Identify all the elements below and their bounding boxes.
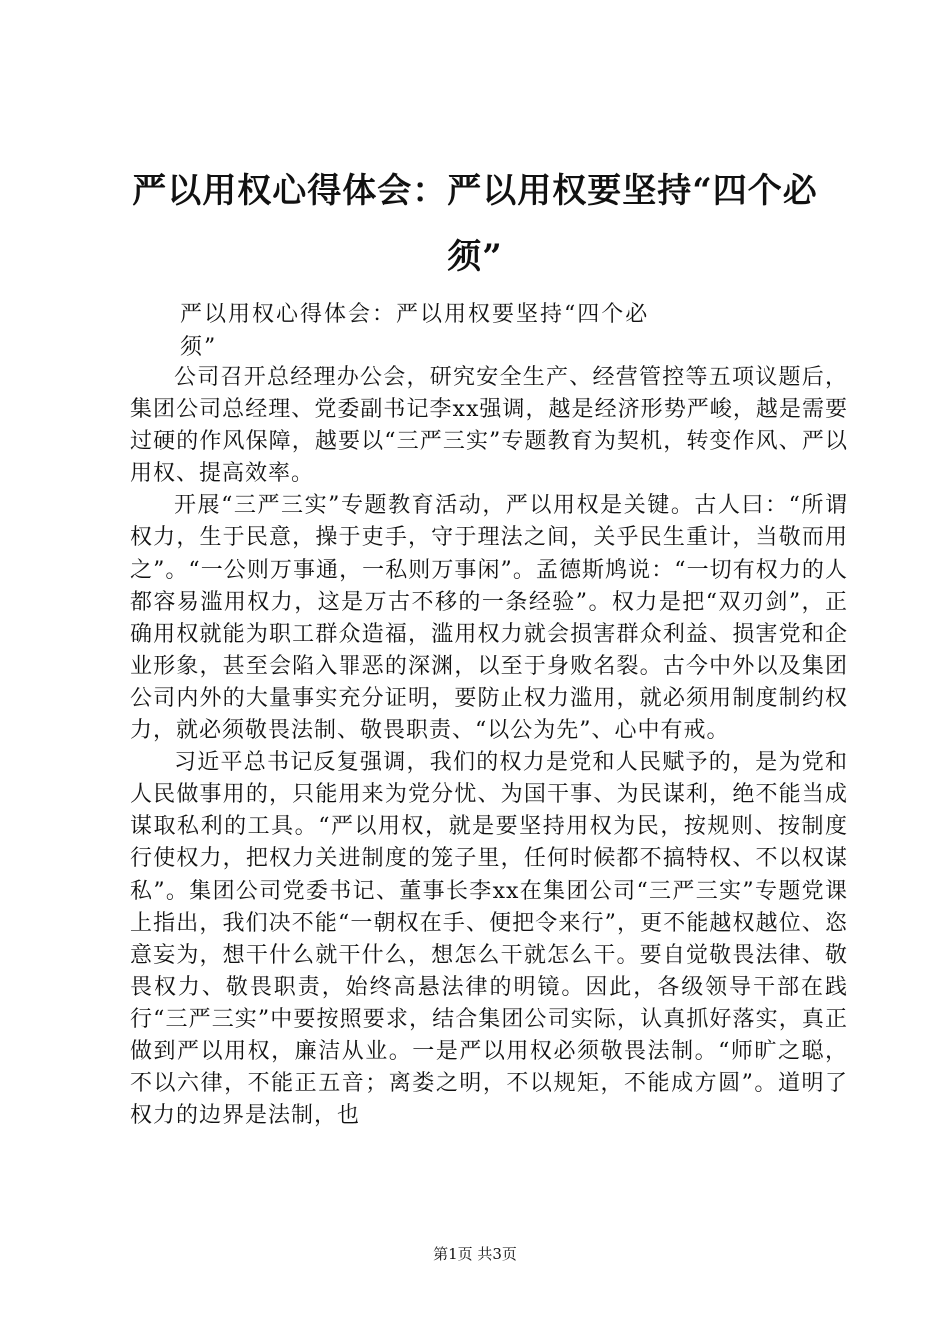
body-paragraph-3: 习近平总书记反复强调，我们的权力是党和人民赋予的，是为党和人民做事用的，只能用来为党分忧、为国干事、为民谋利，绝不能当成谋取私利的工具。“严以用权，就是要坚持用权为民，按规则、按制度行使权力，把权力关进制度的笼子里，任何时候都不搞特权、不以权谋私”。集团公司党委书记、董事长李xx在集团公司“三严三实”专题党课上指出，我们决不能“一朝权在手、便把令来行”，更不能越权越位、恣意妄为，想干什么就干什么，想怎么干就怎么干。要自觉敬畏法律、敬畏权力、敬畏职责，始终高悬法律的明镜。因此，各级领导干部在践行“三严三实”中要按照要求，结合集团公司实际，认真抓好落实，真正做到严以用权，廉洁从业。一是严以用权必须敬畏法制。“师旷之聪，不以六律，不能正五音；离娄之明，不以规矩，不能成方圆”。道明了权力的边界是法制，也 [130, 750, 848, 1129]
body-paragraph-2: 开展“三严三实”专题教育活动，严以用权是关键。古人曰：“所谓权力，生于民意，操于吏手，守于理法之间，关乎民生重计，当敬而用之”。“一公则万事通，一私则万事闲”。孟德斯鸠说：“一切有权力的人都容易滥用权力，这是万古不移的一条经验”。权力是把“双刃剑”，正确用权就能为职工群众造福，滥用权力就会损害群众利益、损害党和企业形象，甚至会陷入罪恶的深渊，以至于身败名裂。古今中外以及集团公司内外的大量事实充分证明，要防止权力滥用，就必须用制度制约权力，就必须敬畏法制、敬畏职责、“以公为先”、心中有戒。 [130, 493, 848, 744]
page-number: 第1页 共3页 [433, 1245, 517, 1263]
document-body [130, 362, 848, 1132]
document-title: 严以用权心得体会：严以用权要坚持“四个必须” [132, 171, 818, 277]
document-subtitle: 严以用权心得体会：严以用权要坚持“四个必须” [180, 302, 650, 360]
page-footer [0, 1244, 950, 1264]
body-paragraph-1: 公司召开总经理办公会，研究安全生产、经营管控等五项议题后，集团公司总经理、党委副书记李xx强调，越是经济形势严峻，越是需要过硬的作风保障，越要以“三严三实”专题教育为契机，转变作风、严以用权、提高效率。 [130, 365, 848, 487]
